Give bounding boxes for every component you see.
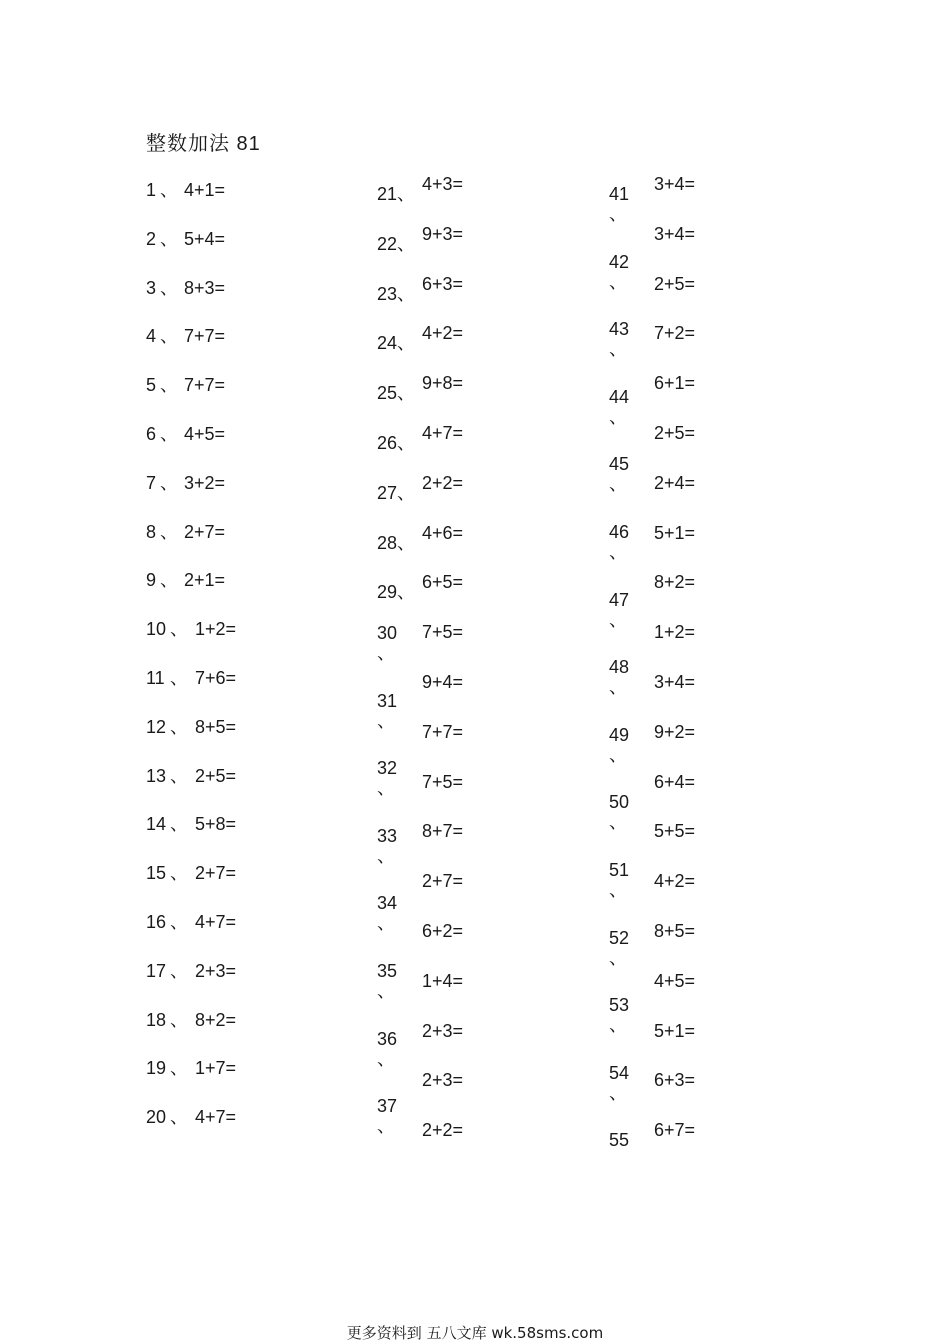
problem-expression: 1+2= xyxy=(654,622,696,643)
problem-number: 20 xyxy=(146,1107,167,1128)
problem-expression: 2+4= xyxy=(654,472,696,493)
problem-number: 50 xyxy=(609,792,630,813)
problem-separator: 、 xyxy=(609,677,627,698)
problem-number: 1 xyxy=(146,180,157,200)
problem-separator: 、 xyxy=(397,433,415,453)
problem-number: 33 xyxy=(377,825,398,846)
problem-number: 41 xyxy=(609,184,630,204)
problem-separator: 、 xyxy=(160,228,178,249)
problem-number: 36 xyxy=(377,1028,398,1049)
problem-separator: 、 xyxy=(397,383,415,404)
problem-separator: 、 xyxy=(160,375,178,396)
problem-separator: 、 xyxy=(377,845,395,866)
problem-separator: 、 xyxy=(609,947,627,968)
problem-expression: 2+3= xyxy=(422,1070,464,1091)
problem-expression: 6+1= xyxy=(654,373,696,394)
problem-expression: 8+5= xyxy=(195,716,237,737)
problem-expression: 7+7= xyxy=(184,375,226,396)
problem-separator: 、 xyxy=(377,1116,395,1137)
problem-number: 42 xyxy=(609,251,630,272)
problem-separator: 、 xyxy=(609,339,627,360)
problem-expression: 8+7= xyxy=(422,821,464,842)
problem-number: 9 xyxy=(146,570,157,591)
problem-number: 11 xyxy=(146,668,165,688)
problem-expression: 4+5= xyxy=(654,970,696,991)
problem-expression: 5+1= xyxy=(654,1020,696,1041)
problem-separator: 、 xyxy=(609,744,627,765)
problem-number: 52 xyxy=(609,927,630,948)
problem-separator: 、 xyxy=(377,778,395,799)
problem-expression: 8+3= xyxy=(184,277,226,298)
problem-separator: 、 xyxy=(170,668,188,688)
problem-separator: 、 xyxy=(170,814,188,835)
problem-separator: 、 xyxy=(397,333,415,354)
problem-number: 35 xyxy=(377,961,398,981)
problem-number: 5 xyxy=(146,375,157,396)
problem-separator: 、 xyxy=(609,271,627,292)
problem-number: 30 xyxy=(377,623,398,643)
problem-separator: 、 xyxy=(160,326,178,347)
problem-separator: 、 xyxy=(397,582,415,603)
problem-separator: 、 xyxy=(377,913,395,934)
problem-expression: 8+2= xyxy=(654,572,696,593)
problem-number: 27 xyxy=(377,482,398,503)
problem-expression: 2+5= xyxy=(654,273,696,294)
problem-number: 3 xyxy=(146,277,157,298)
problem-expression: 7+7= xyxy=(184,326,226,347)
problem-number: 14 xyxy=(146,814,167,835)
problem-number: 13 xyxy=(146,765,167,786)
problem-number: 8 xyxy=(146,521,157,542)
problem-number: 37 xyxy=(377,1096,398,1117)
problem-expression: 4+7= xyxy=(195,1107,237,1128)
problem-expression: 2+2= xyxy=(422,1120,464,1141)
problem-separator: 、 xyxy=(377,643,395,663)
problem-number: 25 xyxy=(377,383,398,404)
problem-separator: 、 xyxy=(160,424,178,444)
problem-expression: 2+1= xyxy=(184,570,226,591)
problem-number: 43 xyxy=(609,319,630,340)
problem-number: 31 xyxy=(377,690,398,711)
problem-separator: 、 xyxy=(609,1015,627,1036)
problem-number: 51 xyxy=(609,860,630,880)
problem-separator: 、 xyxy=(377,710,395,731)
problem-number: 32 xyxy=(377,758,398,779)
problem-number: 44 xyxy=(609,386,630,407)
problem-number: 29 xyxy=(377,582,398,603)
problem-number: 2 xyxy=(146,228,157,249)
problem-number: 12 xyxy=(146,716,167,737)
problem-separator: 、 xyxy=(609,542,627,562)
problem-separator: 、 xyxy=(160,180,178,200)
problem-separator: 、 xyxy=(609,406,627,427)
problem-expression: 7+7= xyxy=(422,721,464,742)
problem-expression: 3+2= xyxy=(184,472,226,493)
problem-expression: 2+3= xyxy=(422,1020,464,1041)
problem-separator: 、 xyxy=(170,1009,188,1030)
problem-number: 26 xyxy=(377,433,398,453)
problem-expression: 5+8= xyxy=(195,814,237,835)
problem-separator: 、 xyxy=(170,960,188,981)
problem-separator: 、 xyxy=(397,184,415,204)
problem-separator: 、 xyxy=(170,619,188,640)
problem-expression: 7+2= xyxy=(654,323,696,344)
problem-separator: 、 xyxy=(609,204,627,224)
problem-expression: 8+5= xyxy=(654,921,696,941)
problem-number: 48 xyxy=(609,657,630,678)
problem-number: 24 xyxy=(377,333,398,354)
problem-expression: 2+7= xyxy=(195,863,237,884)
problem-number: 19 xyxy=(146,1058,167,1079)
problem-expression: 4+3= xyxy=(422,174,464,194)
problem-number: 55 xyxy=(609,1130,630,1151)
problem-expression: 2+5= xyxy=(195,765,237,786)
problem-expression: 2+7= xyxy=(184,521,226,542)
problem-separator: 、 xyxy=(170,765,188,786)
problem-expression: 4+1= xyxy=(184,180,226,200)
problem-expression: 5+5= xyxy=(654,821,696,842)
problem-separator: 、 xyxy=(377,981,395,1001)
problem-number: 21 xyxy=(377,184,398,204)
page-title: 整数加法 81 xyxy=(146,133,261,155)
problem-separator: 、 xyxy=(609,609,627,630)
problem-number: 6 xyxy=(146,424,157,444)
problem-separator: 、 xyxy=(609,1082,627,1103)
problem-expression: 4+6= xyxy=(422,522,464,543)
problem-expression: 1+4= xyxy=(422,970,464,991)
problem-expression: 7+5= xyxy=(422,622,464,643)
problem-separator: 、 xyxy=(609,474,627,495)
problem-expression: 1+2= xyxy=(195,619,237,640)
problem-expression: 3+4= xyxy=(654,672,696,692)
problem-expression: 3+4= xyxy=(654,174,696,194)
problem-separator: 、 xyxy=(160,521,178,542)
problem-separator: 、 xyxy=(170,863,188,884)
problem-number: 16 xyxy=(146,912,167,932)
problem-expression: 4+7= xyxy=(422,423,464,443)
problem-expression: 6+4= xyxy=(654,771,696,792)
problem-expression: 4+2= xyxy=(422,323,464,344)
problem-number: 10 xyxy=(146,619,167,640)
problem-expression: 4+2= xyxy=(654,871,696,892)
problem-separator: 、 xyxy=(160,570,178,591)
problem-number: 23 xyxy=(377,283,398,304)
problem-separator: 、 xyxy=(377,1048,395,1069)
problem-separator: 、 xyxy=(170,716,188,737)
problem-expression: 5+4= xyxy=(184,228,226,249)
problem-expression: 6+5= xyxy=(422,572,464,593)
problem-separator: 、 xyxy=(170,1107,188,1128)
problem-expression: 2+2= xyxy=(422,472,464,493)
problem-number: 45 xyxy=(609,454,630,475)
problem-separator: 、 xyxy=(609,812,627,833)
problem-separator: 、 xyxy=(397,482,415,503)
problem-expression: 9+2= xyxy=(654,721,696,742)
problem-expression: 6+3= xyxy=(422,273,464,294)
problem-expression: 6+3= xyxy=(654,1070,696,1091)
problem-number: 34 xyxy=(377,893,398,914)
problem-number: 22 xyxy=(377,233,398,254)
problem-expression: 9+8= xyxy=(422,373,464,394)
problem-expression: 6+7= xyxy=(654,1120,696,1141)
problem-expression: 2+5= xyxy=(654,423,696,443)
footer-text: 更多资料到 五八文库 wk.58sms.com xyxy=(346,1324,604,1342)
problem-number: 7 xyxy=(146,472,157,493)
problem-expression: 6+2= xyxy=(422,921,464,941)
problem-number: 46 xyxy=(609,522,630,542)
problem-separator: 、 xyxy=(397,283,415,304)
problem-number: 54 xyxy=(609,1062,630,1083)
problem-separator: 、 xyxy=(170,912,188,932)
problem-expression: 4+7= xyxy=(195,912,237,932)
problem-number: 15 xyxy=(146,863,167,884)
problem-number: 47 xyxy=(609,589,630,610)
problem-separator: 、 xyxy=(170,1058,188,1079)
problem-separator: 、 xyxy=(609,880,627,900)
problem-expression: 1+7= xyxy=(195,1058,237,1079)
problem-separator: 、 xyxy=(160,277,178,298)
problem-separator: 、 xyxy=(397,233,415,254)
problem-number: 4 xyxy=(146,326,157,347)
problem-number: 53 xyxy=(609,995,630,1016)
problem-expression: 7+5= xyxy=(422,771,464,792)
problem-expression: 9+4= xyxy=(422,672,464,692)
problem-separator: 、 xyxy=(160,472,178,493)
problem-expression: 3+4= xyxy=(654,223,696,244)
problem-number: 17 xyxy=(146,960,167,981)
problem-number: 18 xyxy=(146,1009,167,1030)
problem-separator: 、 xyxy=(397,532,415,553)
problem-expression: 2+7= xyxy=(422,871,464,892)
problem-number: 49 xyxy=(609,724,630,745)
problem-expression: 8+2= xyxy=(195,1009,237,1030)
problem-expression: 9+3= xyxy=(422,223,464,244)
problem-expression: 7+6= xyxy=(195,668,237,688)
problem-expression: 2+3= xyxy=(195,960,237,981)
problem-expression: 4+5= xyxy=(184,424,226,444)
problem-expression: 5+1= xyxy=(654,522,696,543)
problem-number: 28 xyxy=(377,532,398,553)
